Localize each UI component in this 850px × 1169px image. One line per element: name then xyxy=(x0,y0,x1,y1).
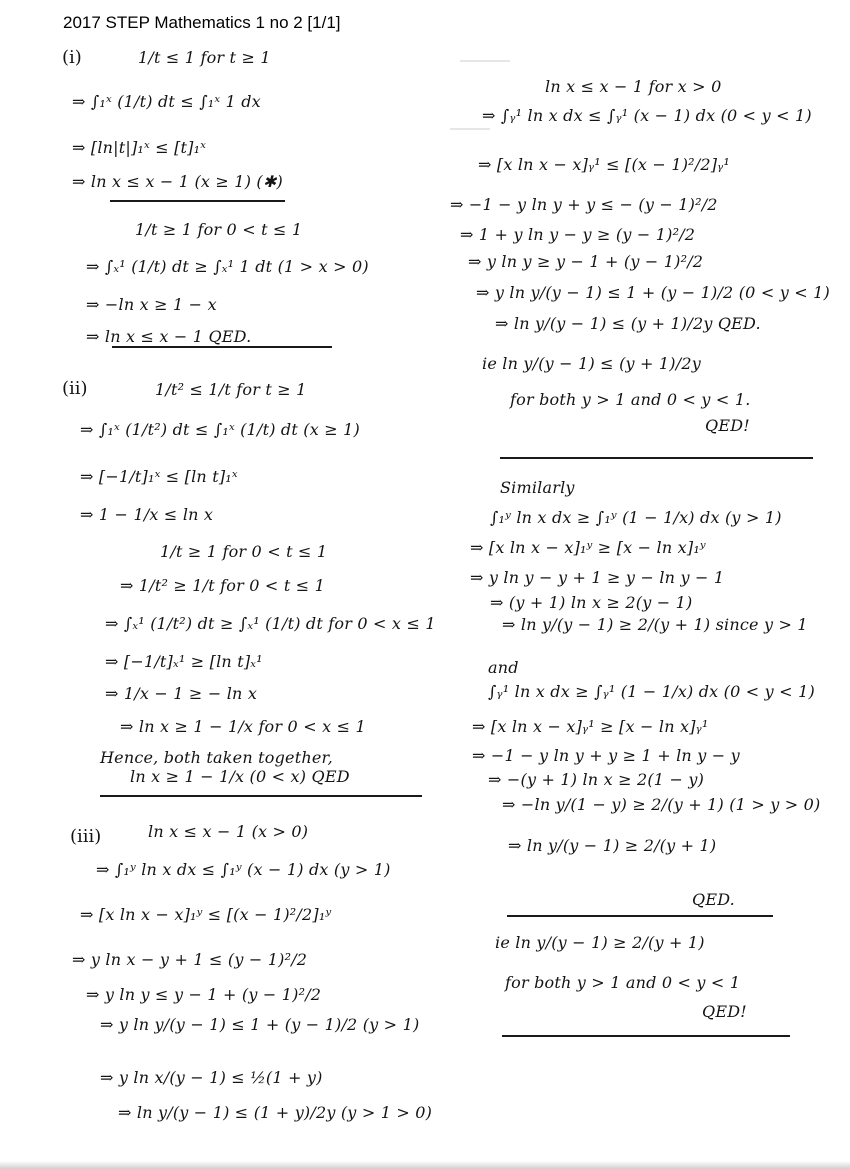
part-i-line-5: 1/t ≥ 1 for 0 < t ≤ 1 xyxy=(135,220,303,239)
part-ii-divider xyxy=(100,795,422,797)
right-divider-3 xyxy=(502,1035,790,1037)
right-b4-line-1: ie ln y/(y − 1) ≥ 2/(y + 1) xyxy=(495,933,705,952)
right-b2-line-3: ⇒ [x ln x − x]₁ʸ ≥ [x − ln x]₁ʸ xyxy=(470,538,706,557)
right-b2-line-4: ⇒ y ln y − y + 1 ≥ y − ln y − 1 xyxy=(470,568,725,587)
page-title: 2017 STEP Mathematics 1 no 2 [1/1] xyxy=(63,13,341,32)
right-divider-1 xyxy=(500,457,813,459)
part-ii-label: (ii) xyxy=(62,378,88,399)
bleed-through-mark xyxy=(460,60,510,62)
right-b2-line-2: ∫₁ʸ ln x dx ≥ ∫₁ʸ (1 − 1/x) dx (y > 1) xyxy=(490,508,782,527)
part-ii-line-8: ⇒ [−1/t]ₓ¹ ≥ [ln t]ₓ¹ xyxy=(105,652,263,671)
right-b1-line-4: ⇒ −1 − y ln y + y ≤ − (y − 1)²/2 xyxy=(450,195,718,214)
part-ii-line-3: ⇒ [−1/t]₁ˣ ≤ [ln t]₁ˣ xyxy=(80,467,238,486)
right-b3-line-4: ⇒ −1 − y ln y + y ≥ 1 + ln y − y xyxy=(472,746,740,765)
part-ii-line-10: ⇒ ln x ≥ 1 − 1/x for 0 < x ≤ 1 xyxy=(120,717,366,736)
part-ii-line-1: 1/t² ≤ 1/t for t ≥ 1 xyxy=(155,380,307,399)
part-ii-line-6: ⇒ 1/t² ≥ 1/t for 0 < t ≤ 1 xyxy=(120,576,326,595)
right-b1-line-3: ⇒ [x ln x − x]ᵧ¹ ≤ [(x − 1)²/2]ᵧ¹ xyxy=(478,155,731,174)
part-ii-line-7: ⇒ ∫ₓ¹ (1/t²) dt ≥ ∫ₓ¹ (1/t) dt for 0 < x ≤ 1 xyxy=(105,614,436,633)
part-ii-line-4: ⇒ 1 − 1/x ≤ ln x xyxy=(80,505,214,524)
right-b1-line-9: ie ln y/(y − 1) ≤ (y + 1)/2y xyxy=(482,354,701,373)
right-b3-line-3: ⇒ [x ln x − x]ᵧ¹ ≥ [x − ln x]ᵧ¹ xyxy=(472,717,709,736)
right-b1-line-1: ln x ≤ x − 1 for x > 0 xyxy=(545,77,722,96)
right-b4-qed: QED! xyxy=(702,1002,747,1021)
part-iii-line-7: ⇒ y ln x/(y − 1) ≤ ½(1 + y) xyxy=(100,1068,323,1087)
part-iii-line-5: ⇒ y ln y ≤ y − 1 + (y − 1)²/2 xyxy=(86,985,322,1004)
part-ii-line-9: ⇒ 1/x − 1 ≥ − ln x xyxy=(105,684,258,703)
part-ii-line-5: 1/t ≥ 1 for 0 < t ≤ 1 xyxy=(160,542,328,561)
part-ii-line-11: Hence, both taken together, xyxy=(100,748,333,767)
right-b1-line-8: ⇒ ln y/(y − 1) ≤ (y + 1)/2y QED. xyxy=(495,314,761,333)
right-b3-qed: QED. xyxy=(692,890,735,909)
right-b3-line-6: ⇒ −ln y/(1 − y) ≥ 2/(y + 1) (1 > y > 0) xyxy=(502,795,821,814)
part-i-underline-2 xyxy=(112,346,332,348)
part-i-line-4: ⇒ ln x ≤ x − 1 (x ≥ 1) (✱) xyxy=(72,172,283,191)
part-i-underline-1 xyxy=(110,200,285,202)
part-i-line-2: ⇒ ∫₁ˣ (1/t) dt ≤ ∫₁ˣ 1 dx xyxy=(72,92,261,111)
part-iii-line-8: ⇒ ln y/(y − 1) ≤ (1 + y)/2y (y > 1 > 0) xyxy=(118,1103,433,1122)
right-b3-line-7: ⇒ ln y/(y − 1) ≥ 2/(y + 1) xyxy=(508,836,717,855)
right-b3-line-5: ⇒ −(y + 1) ln x ≥ 2(1 − y) xyxy=(488,770,705,789)
right-b1-line-7: ⇒ y ln y/(y − 1) ≤ 1 + (y − 1)/2 (0 < y < 1) xyxy=(476,283,830,302)
right-b2-line-6: ⇒ ln y/(y − 1) ≥ 2/(y + 1) since y > 1 xyxy=(502,615,808,634)
right-b2-line-5: ⇒ (y + 1) ln x ≥ 2(y − 1) xyxy=(490,593,693,612)
right-b1-line-10: for both y > 1 and 0 < y < 1. xyxy=(510,390,751,409)
part-iii-line-3: ⇒ [x ln x − x]₁ʸ ≤ [(x − 1)²/2]₁ʸ xyxy=(80,905,332,924)
part-iii-line-1: ln x ≤ x − 1 (x > 0) xyxy=(148,822,309,841)
part-i-line-6: ⇒ ∫ₓ¹ (1/t) dt ≥ ∫ₓ¹ 1 dt (1 > x > 0) xyxy=(86,257,369,276)
part-iii-line-6: ⇒ y ln y/(y − 1) ≤ 1 + (y − 1)/2 (y > 1) xyxy=(100,1015,420,1034)
right-b1-line-2: ⇒ ∫ᵧ¹ ln x dx ≤ ∫ᵧ¹ (x − 1) dx (0 < y < 1) xyxy=(482,106,812,125)
right-b1-qed: QED! xyxy=(705,416,750,435)
part-i-label: (i) xyxy=(62,47,82,68)
part-ii-line-2: ⇒ ∫₁ˣ (1/t²) dt ≤ ∫₁ˣ (1/t) dt (x ≥ 1) xyxy=(80,420,360,439)
right-b3-line-2: ∫ᵧ¹ ln x dx ≥ ∫ᵧ¹ (1 − 1/x) dx (0 < y < 1) xyxy=(488,682,815,701)
part-ii-line-12: ln x ≥ 1 − 1/x (0 < x) QED xyxy=(130,767,350,786)
part-iii-label: (iii) xyxy=(70,826,102,847)
right-divider-2 xyxy=(507,915,773,917)
part-i-line-1: 1/t ≤ 1 for t ≥ 1 xyxy=(138,48,271,67)
part-iii-line-2: ⇒ ∫₁ʸ ln x dx ≤ ∫₁ʸ (x − 1) dx (y > 1) xyxy=(96,860,391,879)
right-b1-line-6: ⇒ y ln y ≥ y − 1 + (y − 1)²/2 xyxy=(468,252,704,271)
right-b2-line-1: Similarly xyxy=(500,478,575,497)
right-b1-line-5: ⇒ 1 + y ln y − y ≥ (y − 1)²/2 xyxy=(460,225,696,244)
part-i-line-3: ⇒ [ln|t|]₁ˣ ≤ [t]₁ˣ xyxy=(72,138,207,157)
right-b4-line-2: for both y > 1 and 0 < y < 1 xyxy=(505,973,741,992)
part-i-line-7: ⇒ −ln x ≥ 1 − x xyxy=(86,295,217,314)
part-iii-line-4: ⇒ y ln x − y + 1 ≤ (y − 1)²/2 xyxy=(72,950,308,969)
scan-bottom-edge xyxy=(0,1161,850,1169)
right-b3-line-1: and xyxy=(488,658,519,677)
bleed-through-mark xyxy=(450,128,490,130)
part-i-line-8: ⇒ ln x ≤ x − 1 QED. xyxy=(86,327,252,346)
